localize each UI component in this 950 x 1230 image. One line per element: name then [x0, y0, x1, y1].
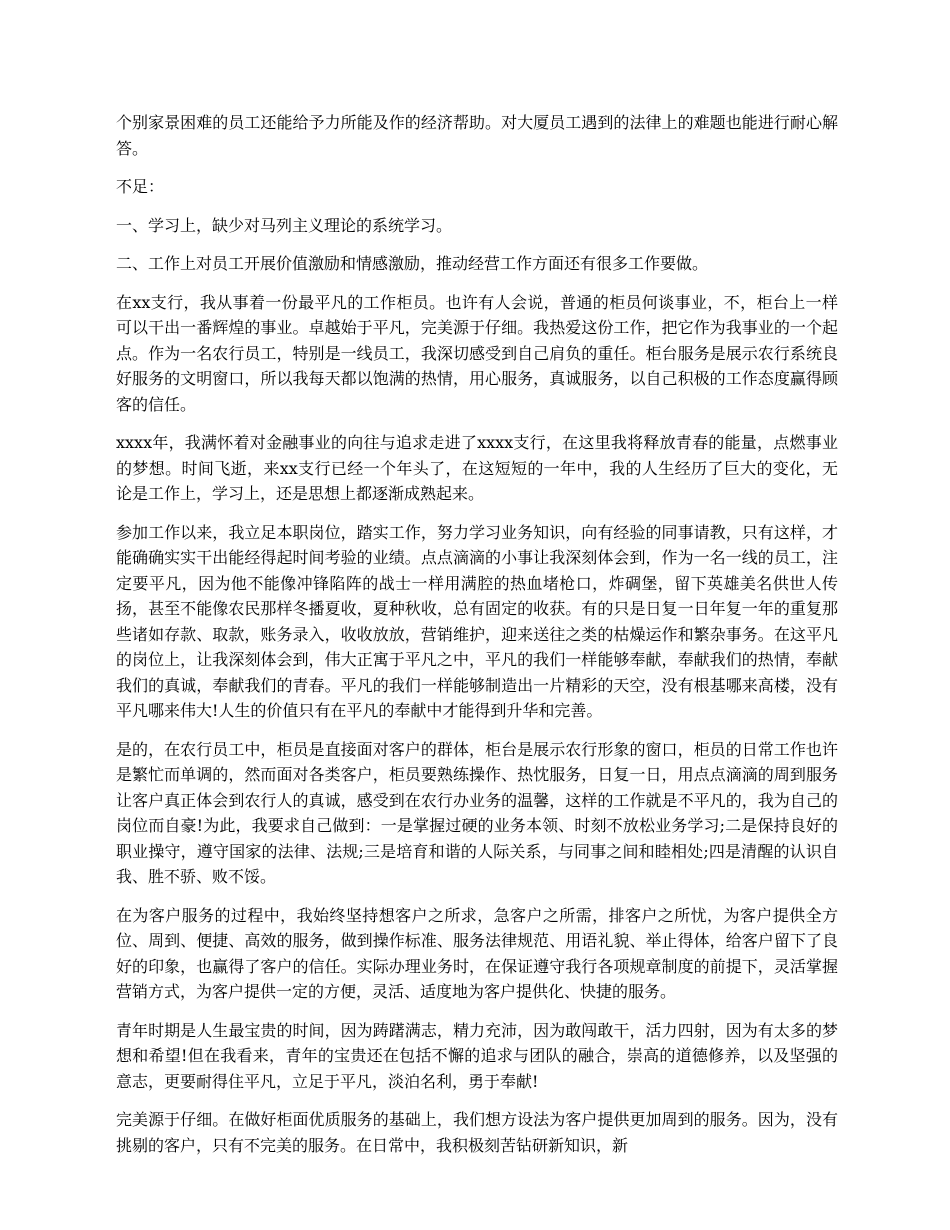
paragraph-10: 青年时期是人生最宝贵的时间，因为踌躇满志，精力充沛，因为敢闯敢干，活力四射，因为有太多的梦想和希望!但在我看来，青年的宝贵还在包括不懈的追求与团队的融合，崇高的道德修养，以及坚强的意志，更要耐得住平凡，立足于平凡，淡泊名利，勇于奉献! [116, 1020, 838, 1091]
paragraph-5: 在xx支行，我从事着一份最平凡的工作柜员。也许有人会说，普通的柜员何谈事业，不，柜台上一样可以干出一番辉煌的事业。卓越始于平凡，完美源于仔细。我热爱这份工作，把它作为我事业的一个起点。作为一名农行员工，特别是一线员工，我深切感受到自己肩负的重任。柜台服务是展示农行系统良好服务的文明窗口，所以我每天都以饱满的热情，用心服务，真诚服务，以自己积极的工作态度赢得顾客的信任。 [116, 292, 838, 414]
paragraph-8: 是的，在农行员工中，柜员是直接面对客户的群体，柜台是展示农行形象的窗口，柜员的日常工作也许是繁忙而单调的，然而面对各类客户，柜员要熟练操作、热忱服务，日复一日，用点点滴滴的周到服务让客户真正体会到农行人的真诚，感受到在农行办业务的温馨，这样的工作就是不平凡的，我为自己的岗位而自豪!为此，我要求自己做到：一是掌握过硬的业务本领、时刻不放松业务学习;二是保持良好的职业操守，遵守国家的法律、法规;三是培育和谐的人际关系，与同事之间和睦相处;四是清醒的认识自我、胜不骄、败不馁。 [116, 739, 838, 886]
paragraph-3: 一、学习上，缺少对马列主义理论的系统学习。 [116, 215, 453, 235]
paragraph-6: xxxx年，我满怀着对金融事业的向往与追求走进了xxxx支行，在这里我将释放青春的能量，点燃事业的梦想。时间飞逝，来xx支行已经一个年头了，在这短短的一年中，我的人生经历了巨大的变化，无论是工作上，学习上，还是思想上都逐渐成熟起来。 [116, 433, 838, 503]
paragraph-4: 二、工作上对员工开展价值激励和情感激励，推动经营工作方面还有很多工作要做。 [116, 254, 709, 273]
paragraph-1: 个别家景困难的员工还能给予力所能及作的经济帮助。对大厦员工遇到的法律上的难题也能进行耐心解答。 [116, 113, 838, 158]
paragraph-7: 参加工作以来，我立足本职岗位，踏实工作，努力学习业务知识，向有经验的同事请教，只有这样，才能确确实实干出能经得起时间考验的业绩。点点滴滴的小事让我深刻体会到，作为一名一线的员工，注定要平凡，因为他不能像冲锋陷阵的战士一样用满腔的热血堵枪口，炸碉堡，留下英雄美名供世人传扬，甚至不能像农民那样冬播夏收，夏种秋收，总有固定的收获。有的只是日复一日年复一年的重复那些诸如存款、取款，账务录入，收收放放，营销维护，迎来送往之类的枯燥运作和繁杂事务。在这平凡的岗位上，让我深刻体会到，伟大正寓于平凡之中，平凡的我们一样能够奉献，奉献我们的热情，奉献我们的真诚，奉献我们的青春。平凡的我们一样能够制造出一片精彩的天空，没有根基哪来高楼，没有平凡哪来伟大!人生的价值只有在平凡的奉献中才能得到升华和完善。 [116, 522, 838, 720]
paragraph-11: 完美源于仔细。在做好柜面优质服务的基础上，我们想方设法为客户提供更加周到的服务。因为，没有挑剔的客户，只有不完美的服务。在日常中，我积极刻苦钻研新知识，新 [116, 1110, 838, 1155]
paragraph-2: 不足： [116, 177, 165, 196]
document-body [116, 110, 838, 1171]
paragraph-9: 在为客户服务的过程中，我始终坚持想客户之所求，急客户之所需，排客户之所忧，为客户提供全方位、周到、便捷、高效的服务，做到操作标准、服务法律规范、用语礼貌、举止得体，给客户留下了良好的印象，也赢得了客户的信任。实际办理业务时，在保证遵守我行各项规章制度的前提下，灵活掌握营销方式，为客户提供一定的方便，灵活、适度地为客户提供化、快捷的服务。 [116, 905, 838, 1001]
